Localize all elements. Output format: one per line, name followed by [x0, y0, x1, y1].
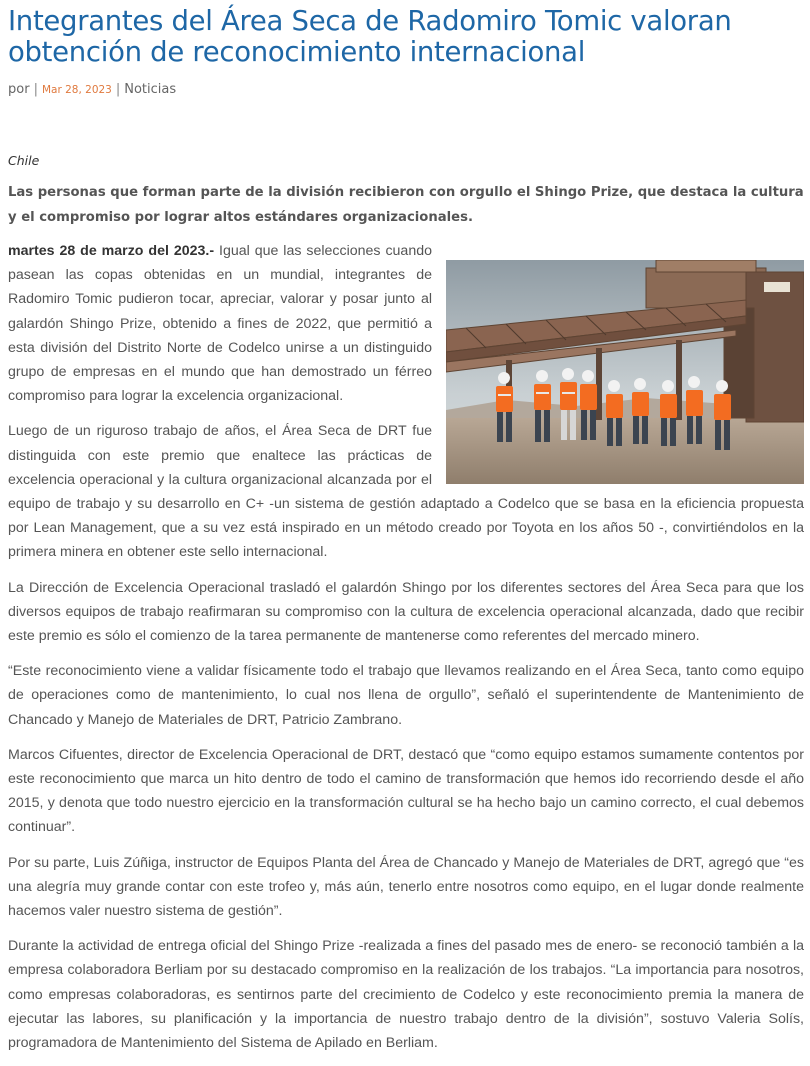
paragraph-4: “Este reconocimiento viene a validar físicamente todo el trabajo que llevamos realizando en el Área Seca, tanto como equipo de operaciones como de mantenimiento, lo cual nos llena de orgullo”, señaló el superintendente de Mantenimiento de Chancado y Manejo de Materiales de DRT, Patricio Zambrano.	[8, 663, 804, 728]
paragraph-2: Luego de un riguroso trabajo de años, el Área Seca de DRT fue distinguida con este premio que enaltece las prácticas de excelencia operacional y la cultura organizacional alcanzada por el equipo de trabajo y su desarrollo en C+ -un sistema de gestión adaptado a Codelco que se basa en la eficiencia propuesta por Lean Management, que a su vez está inspirado en un método creado por Toyota en los años 50 -, convirtiéndolos en la primera minera en obtener este sello internacional.	[8, 423, 804, 561]
dateline: martes 28 de marzo del 2023.-	[8, 243, 215, 259]
meta-separator: |	[33, 82, 38, 97]
article-body	[8, 239, 804, 1066]
post-date: Mar 28, 2023	[41, 84, 112, 96]
group-photo-image	[446, 260, 804, 484]
article	[8, 0, 804, 1052]
post-meta	[8, 80, 804, 100]
paragraph-3: La Dirección de Excelencia Operacional trasladó el galardón Shingo por los diferentes sectores del Área Seca para que los diversos equipos de trabajo reafirmaran su compromiso con la cultura de excelencia operacional alcanzada, dado que recibir este premio es sólo el comienzo de la tarea permanente de mantenerse como referentes del mercado minero.	[8, 579, 804, 645]
article-photo	[446, 260, 804, 484]
paragraph-7: Durante la actividad de entrega oficial del Shingo Prize -realizada a fines del pasado mes de enero- se reconoció también a la empresa colaboradora Berliam por su destacado compromiso en la realización de los trabajos. “La importancia para nosotros, como empresas colaboradoras, es sentirnos parte del crecimiento de Codelco y este reconocimiento premia la manera de ejecutar las labores, su planificación y la importancia de nuestro trabajo dentro de la división”, sostuvo Valeria Solís, programadora de Mantenimiento del Sistema de Apilado en Berliam.	[8, 938, 804, 1052]
article-title[interactable]: Integrantes del Área Seca de Radomiro Tomic valoran obtención de reconocimiento internacional	[8, 5, 732, 68]
meta-separator: |	[115, 82, 121, 97]
author-prefix: por	[8, 82, 30, 97]
paragraph-5: Marcos Cifuentes, director de Excelencia Operacional de DRT, destacó que “como equipo estamos sumamente contentos por este reconocimiento que marca un hito dentro de todo el camino de transformación que hemos ido recorriendo desde el año 2015, y denota que todo nuestro ejercicio en la transformación cultural se ha hecho bajo un camino correcto, el cual debemos continuar”.	[8, 746, 804, 836]
paragraph-6: Por su parte, Luis Zúñiga, instructor de Equipos Planta del Área de Chancado y Manejo de Materiales de DRT, agregó que “es una alegría muy grande contar con este trofeo y, más aún, tenerlo entre nosotros como equipo, en el lugar donde realmente hacemos valer nuestro sistema de gestión”.	[8, 854, 804, 920]
article-lead: Las personas que forman parte de la división recibieron con orgullo el Shingo Prize, que destaca la cultura y el compromiso por lograr altos estándares organizacionales.	[8, 185, 804, 225]
paragraph-1-text: Igual que las selecciones cuando pasean las copas obtenidas en un mundial, integrantes de Radomiro Tomic pudieron tocar, apreciar, valorar y posar junto al galardón Shingo Prize, obtenido a fines de 2022, que permitió a esta división del Distrito Norte de Codelco unirse a un distinguido grupo de empresas en el mundo que han demostrado un férreo compromiso para lograr la excelencia organizacional.	[8, 243, 432, 405]
category-link[interactable]: Noticias	[124, 82, 177, 97]
country-label: Chile	[8, 153, 40, 168]
